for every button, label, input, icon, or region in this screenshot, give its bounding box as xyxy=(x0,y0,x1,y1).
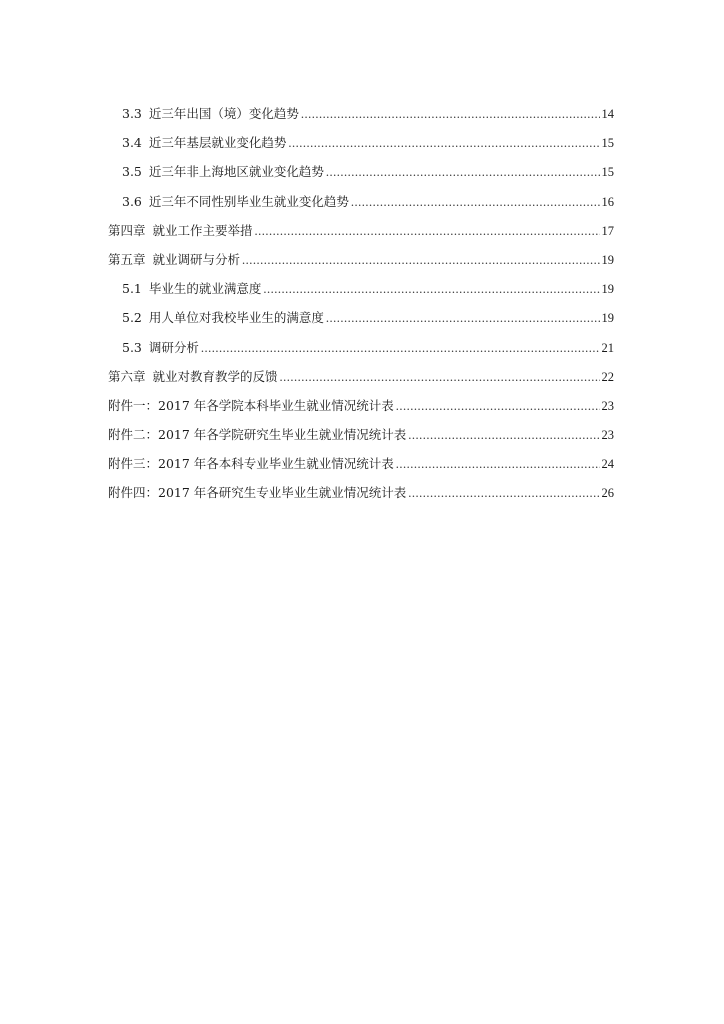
toc-entry-title: 就业对教育教学的反馈 xyxy=(152,368,278,384)
toc-entry-3-6[interactable] xyxy=(108,192,614,221)
toc-entry-5-3[interactable] xyxy=(108,338,614,367)
toc-entry-page: 15 xyxy=(601,165,614,180)
toc-entry-title: 附件三：2017 年各本科专业毕业生就业情况统计表 xyxy=(108,456,394,472)
toc-entry-number: 3.5 xyxy=(122,164,142,180)
toc-entry-page: 23 xyxy=(601,428,614,443)
toc-dot-leader xyxy=(255,221,600,241)
toc-entry-number: 第六章 xyxy=(108,368,146,384)
toc-entry-appendix-1[interactable] xyxy=(108,396,614,425)
toc-entry-page: 14 xyxy=(601,107,614,121)
toc-dot-leader xyxy=(280,367,600,387)
toc-dot-leader xyxy=(301,104,600,124)
toc-entry-5-2[interactable] xyxy=(108,308,614,337)
toc-dot-leader xyxy=(263,279,599,299)
toc-entry-number: 5.2 xyxy=(122,310,142,326)
toc-dot-leader xyxy=(288,133,599,153)
toc-entry-title: 就业工作主要举措 xyxy=(152,222,253,238)
toc-entry-chapter-4[interactable] xyxy=(108,221,614,250)
table-of-contents xyxy=(108,104,614,513)
toc-entry-chapter-5[interactable] xyxy=(108,250,614,279)
toc-entry-3-5[interactable] xyxy=(108,162,614,191)
toc-entry-title: 附件四：2017 年各研究生专业毕业生就业情况统计表 xyxy=(108,485,407,501)
toc-entry-title: 就业调研与分析 xyxy=(152,251,241,267)
toc-dot-leader xyxy=(351,192,600,212)
toc-entry-page: 22 xyxy=(601,369,614,384)
toc-entry-number: 5.3 xyxy=(122,339,142,355)
toc-entry-page: 24 xyxy=(601,457,614,472)
toc-entry-title: 近三年非上海地区就业变化趋势 xyxy=(148,164,324,180)
toc-entry-page: 23 xyxy=(601,398,614,413)
toc-entry-page: 16 xyxy=(601,194,614,209)
toc-dot-leader xyxy=(242,250,599,270)
toc-entry-title: 毕业生的就业满意度 xyxy=(148,281,262,297)
toc-entry-3-3[interactable] xyxy=(108,104,614,133)
toc-entry-number: 5.1 xyxy=(122,281,142,297)
toc-entry-appendix-2[interactable] xyxy=(108,425,614,454)
toc-entry-title: 附件一：2017 年各学院本科毕业生就业情况统计表 xyxy=(108,397,394,413)
toc-entry-page: 21 xyxy=(601,340,614,355)
toc-entry-title: 近三年不同性别毕业生就业变化趋势 xyxy=(148,193,349,209)
toc-entry-title: 调研分析 xyxy=(148,339,199,355)
toc-dot-leader xyxy=(396,396,600,416)
toc-entry-chapter-6[interactable] xyxy=(108,367,614,396)
toc-entry-title: 近三年基层就业变化趋势 xyxy=(148,135,287,151)
toc-entry-appendix-4[interactable] xyxy=(108,483,614,512)
toc-entry-number: 第四章 xyxy=(108,222,146,238)
toc-dot-leader xyxy=(408,483,599,503)
toc-entry-number: 3.6 xyxy=(122,193,142,209)
toc-entry-number: 3.3 xyxy=(122,106,142,121)
toc-entry-page: 19 xyxy=(601,311,614,326)
toc-entry-appendix-3[interactable] xyxy=(108,454,614,483)
toc-dot-leader xyxy=(396,454,600,474)
toc-dot-leader xyxy=(201,338,600,358)
toc-dot-leader xyxy=(408,425,599,445)
toc-entry-page: 19 xyxy=(601,252,614,267)
toc-dot-leader xyxy=(326,308,600,328)
toc-entry-number: 第五章 xyxy=(108,251,146,267)
toc-entry-number: 3.4 xyxy=(122,135,142,151)
toc-entry-page: 15 xyxy=(601,136,614,151)
toc-entry-page: 19 xyxy=(601,282,614,297)
toc-entry-page: 26 xyxy=(601,486,614,501)
toc-entry-page: 17 xyxy=(601,223,614,238)
toc-entry-title: 近三年出国（境）变化趋势 xyxy=(148,106,299,121)
toc-entry-3-4[interactable] xyxy=(108,133,614,162)
toc-dot-leader xyxy=(326,162,600,182)
toc-entry-title: 附件二：2017 年各学院研究生毕业生就业情况统计表 xyxy=(108,427,407,443)
toc-entry-5-1[interactable] xyxy=(108,279,614,308)
toc-entry-title: 用人单位对我校毕业生的满意度 xyxy=(148,310,324,326)
